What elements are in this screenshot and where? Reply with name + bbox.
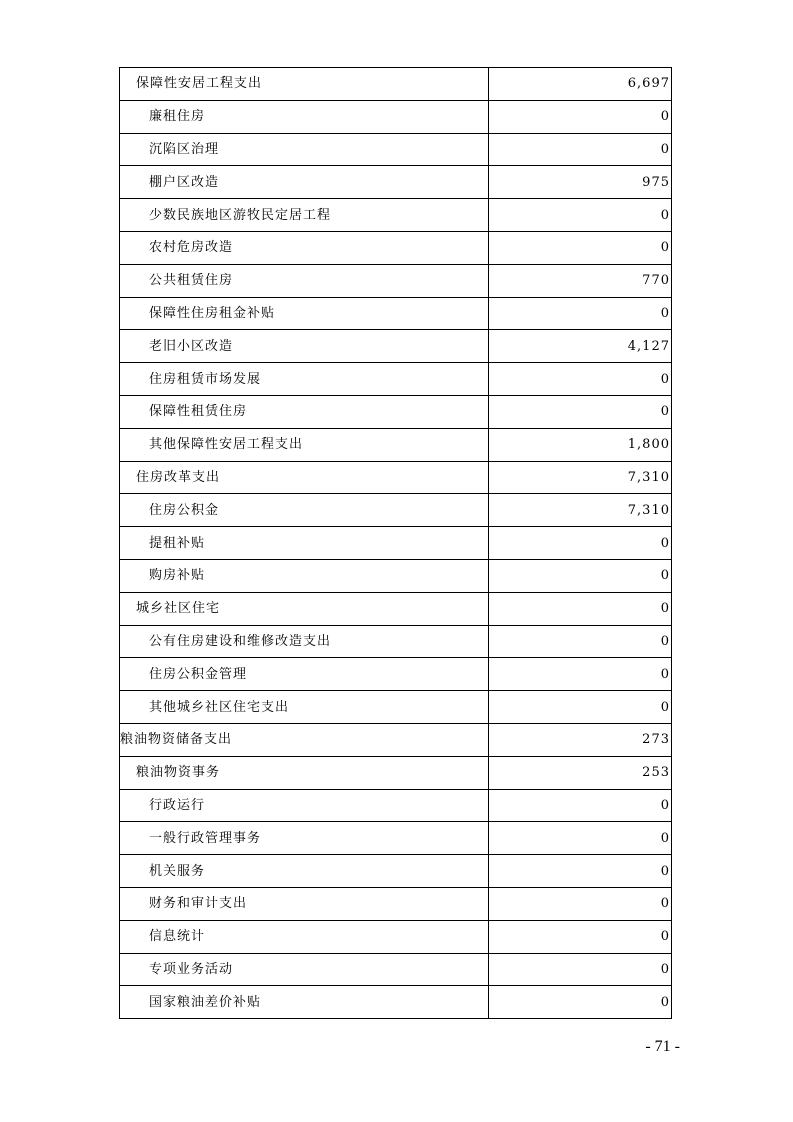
table-row	[120, 264, 672, 297]
item-name-cell: 一般行政管理事务	[120, 822, 489, 855]
item-name-cell: 购房补贴	[120, 559, 489, 592]
item-name-cell: 其他城乡社区住宅支出	[120, 691, 489, 724]
table-row	[120, 199, 672, 232]
table-row	[120, 166, 672, 199]
amount-cell: 0	[489, 625, 672, 658]
amount-cell: 1,800	[489, 428, 672, 461]
item-name-cell: 提租补贴	[120, 527, 489, 560]
table-row	[120, 887, 672, 920]
amount-cell: 0	[489, 822, 672, 855]
item-name-cell: 保障性安居工程支出	[120, 68, 489, 101]
table-row	[120, 133, 672, 166]
table-row	[120, 953, 672, 986]
table-row	[120, 559, 672, 592]
table-row	[120, 756, 672, 789]
amount-cell: 4,127	[489, 330, 672, 363]
item-name-cell: 公共租赁住房	[120, 264, 489, 297]
item-name-cell: 住房公积金管理	[120, 658, 489, 691]
amount-cell: 7,310	[489, 461, 672, 494]
item-name-cell: 行政运行	[120, 789, 489, 822]
item-name-cell: 保障性住房租金补贴	[120, 297, 489, 330]
table-row	[120, 428, 672, 461]
item-name-cell: 沉陷区治理	[120, 133, 489, 166]
item-name-cell: 专项业务活动	[120, 953, 489, 986]
amount-cell: 0	[489, 920, 672, 953]
amount-cell: 0	[489, 231, 672, 264]
table-row	[120, 395, 672, 428]
table-row	[120, 789, 672, 822]
amount-cell: 0	[489, 953, 672, 986]
item-name-cell: 棚户区改造	[120, 166, 489, 199]
amount-cell: 0	[489, 592, 672, 625]
table-row	[120, 855, 672, 888]
amount-cell: 7,310	[489, 494, 672, 527]
amount-cell: 0	[489, 133, 672, 166]
table-row	[120, 297, 672, 330]
item-name-cell: 国家粮油差价补贴	[120, 986, 489, 1019]
item-name-cell: 少数民族地区游牧民定居工程	[120, 199, 489, 232]
table-row	[120, 330, 672, 363]
item-name-cell: 粮油物资储备支出	[120, 723, 489, 756]
item-name-cell: 机关服务	[120, 855, 489, 888]
item-name-cell: 住房公积金	[120, 494, 489, 527]
table-row	[120, 986, 672, 1019]
item-name-cell: 其他保障性安居工程支出	[120, 428, 489, 461]
amount-cell: 273	[489, 723, 672, 756]
item-name-cell: 城乡社区住宅	[120, 592, 489, 625]
table-row	[120, 822, 672, 855]
item-name-cell: 信息统计	[120, 920, 489, 953]
amount-cell: 0	[489, 691, 672, 724]
amount-cell: 975	[489, 166, 672, 199]
item-name-cell: 农村危房改造	[120, 231, 489, 264]
item-name-cell: 住房改革支出	[120, 461, 489, 494]
amount-cell: 770	[489, 264, 672, 297]
expenditure-table-body	[120, 68, 672, 1019]
amount-cell: 0	[489, 395, 672, 428]
amount-cell: 0	[489, 887, 672, 920]
amount-cell: 0	[489, 100, 672, 133]
table-row	[120, 723, 672, 756]
item-name-cell: 廉租住房	[120, 100, 489, 133]
table-row	[120, 658, 672, 691]
expenditure-table	[119, 67, 672, 1019]
amount-cell: 0	[489, 855, 672, 888]
table-row	[120, 920, 672, 953]
table-row	[120, 494, 672, 527]
table-row	[120, 363, 672, 396]
amount-cell: 0	[489, 199, 672, 232]
table-row	[120, 68, 672, 101]
table-row	[120, 691, 672, 724]
item-name-cell: 粮油物资事务	[120, 756, 489, 789]
item-name-cell: 老旧小区改造	[120, 330, 489, 363]
table-row	[120, 592, 672, 625]
amount-cell: 0	[489, 789, 672, 822]
item-name-cell: 保障性租赁住房	[120, 395, 489, 428]
table-row	[120, 625, 672, 658]
amount-cell: 0	[489, 363, 672, 396]
page-number: - 71 -	[645, 1038, 680, 1055]
amount-cell: 253	[489, 756, 672, 789]
item-name-cell: 公有住房建设和维修改造支出	[120, 625, 489, 658]
item-name-cell: 住房租赁市场发展	[120, 363, 489, 396]
table-row	[120, 231, 672, 264]
table-row	[120, 100, 672, 133]
amount-cell: 0	[489, 986, 672, 1019]
table-row	[120, 527, 672, 560]
table-row	[120, 461, 672, 494]
amount-cell: 0	[489, 297, 672, 330]
amount-cell: 0	[489, 559, 672, 592]
amount-cell: 0	[489, 658, 672, 691]
item-name-cell: 财务和审计支出	[120, 887, 489, 920]
amount-cell: 6,697	[489, 68, 672, 101]
amount-cell: 0	[489, 527, 672, 560]
